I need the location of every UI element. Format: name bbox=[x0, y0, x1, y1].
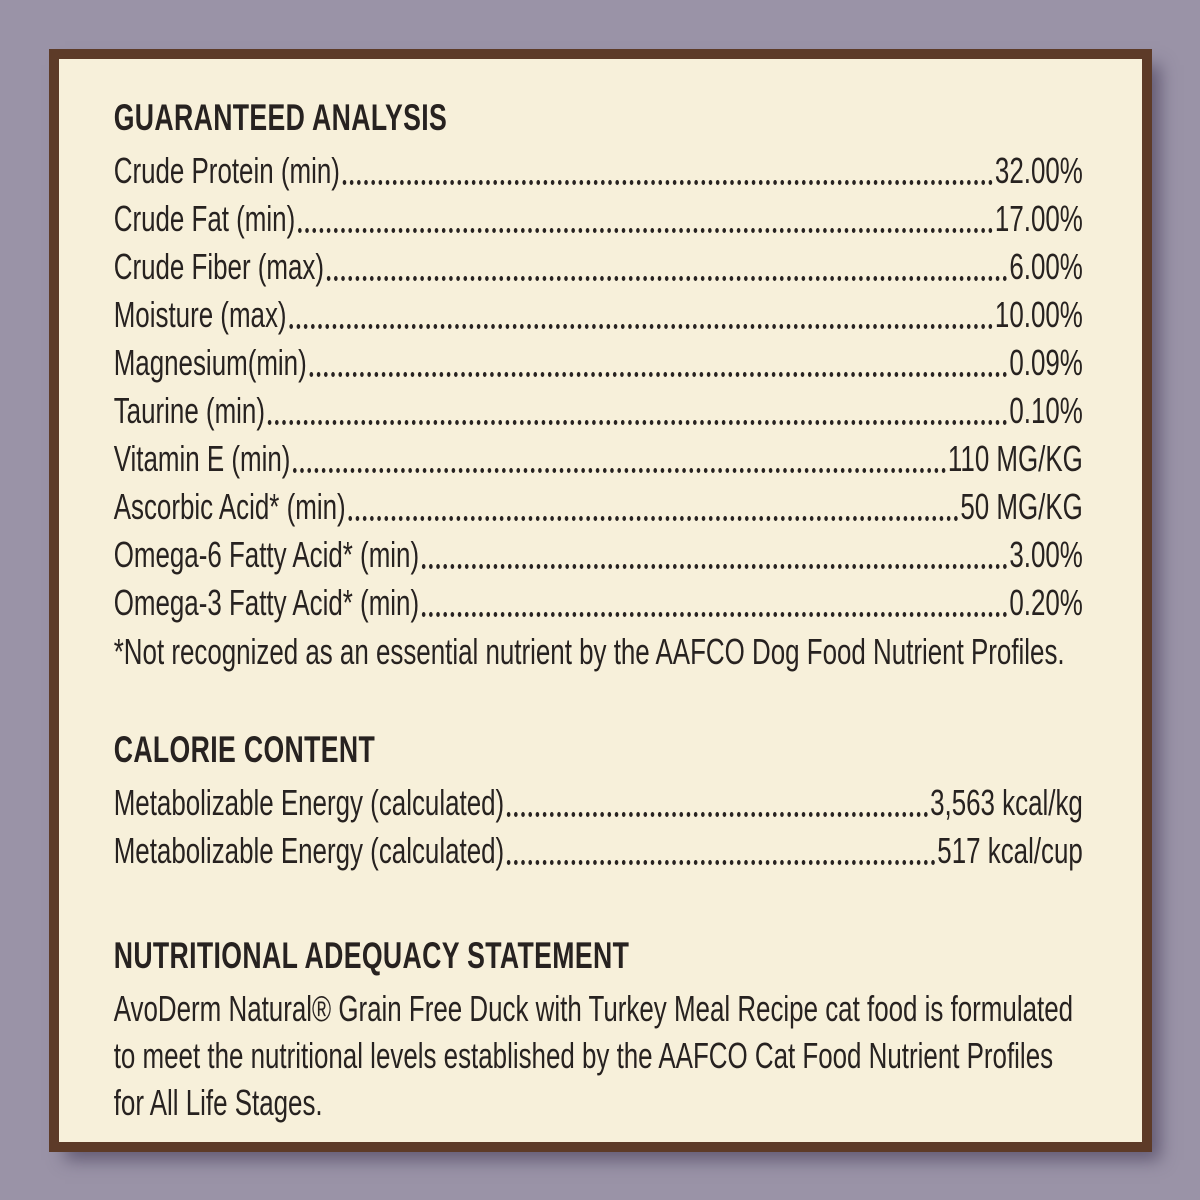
row-label: Omega-3 Fatty Acid* (min) bbox=[113, 582, 420, 623]
nutritional-adequacy-heading: NUTRITIONAL ADEQUACY STATEMENT bbox=[113, 935, 630, 976]
dot-leader bbox=[327, 276, 1007, 281]
row-value: 0.09% bbox=[1009, 342, 1083, 383]
dot-leader bbox=[343, 180, 993, 185]
nutrition-label-panel bbox=[49, 49, 1152, 1152]
row-label: Metabolizable Energy (calculated) bbox=[113, 830, 505, 871]
dot-leader bbox=[298, 228, 993, 233]
analysis-row bbox=[114, 291, 1083, 339]
analysis-row bbox=[114, 579, 1083, 627]
row-label: Crude Fat (min) bbox=[113, 198, 296, 239]
row-label: Metabolizable Energy (calculated) bbox=[113, 782, 505, 823]
dot-leader bbox=[349, 516, 959, 521]
analysis-row bbox=[114, 339, 1083, 387]
analysis-row bbox=[114, 435, 1083, 483]
dot-leader bbox=[507, 860, 935, 865]
row-label: Moisture (max) bbox=[113, 294, 287, 335]
row-value: 0.20% bbox=[1009, 582, 1083, 623]
label-content bbox=[59, 59, 1140, 1126]
row-label: Vitamin E (min) bbox=[113, 438, 291, 479]
dot-leader bbox=[268, 420, 1007, 425]
row-value: 3,563 kcal/kg bbox=[930, 782, 1083, 823]
row-value: 17.00% bbox=[994, 198, 1083, 239]
dot-leader bbox=[289, 324, 992, 329]
aafco-footnote: *Not recognized as an essential nutrient by the AAFCO Dog Food Nutrient Profiles. bbox=[113, 631, 1065, 672]
row-label: Crude Fiber (max) bbox=[113, 246, 325, 287]
dot-leader bbox=[310, 372, 1008, 377]
analysis-row bbox=[114, 531, 1083, 579]
dot-leader bbox=[293, 468, 945, 473]
row-value: 3.00% bbox=[1009, 534, 1083, 575]
row-label: Ascorbic Acid* (min) bbox=[113, 486, 346, 527]
analysis-row bbox=[114, 483, 1083, 531]
analysis-row bbox=[114, 147, 1083, 195]
calorie-content-section bbox=[114, 727, 1083, 875]
row-value: 0.10% bbox=[1009, 390, 1083, 431]
dot-leader bbox=[422, 612, 1007, 617]
analysis-row bbox=[114, 243, 1083, 291]
nutritional-adequacy-body: AvoDerm Natural® Grain Free Duck with Turkey Meal Recipe cat food is formulated to meet the nutritional levels established by the AAFCO Cat Food Nutrient Profiles for All Life Stages. bbox=[113, 988, 1074, 1123]
row-label: Omega-6 Fatty Acid* (min) bbox=[113, 534, 420, 575]
calorie-content-heading: CALORIE CONTENT bbox=[113, 729, 376, 770]
row-label: Crude Protein (min) bbox=[113, 150, 340, 191]
dot-leader bbox=[422, 564, 1007, 569]
guaranteed-analysis-heading: GUARANTEED ANALYSIS bbox=[113, 97, 448, 138]
row-value: 32.00% bbox=[994, 150, 1083, 191]
row-label: Magnesium(min) bbox=[113, 342, 307, 383]
nutritional-adequacy-section bbox=[114, 933, 1083, 1126]
analysis-row bbox=[114, 387, 1083, 435]
row-value: 110 MG/KG bbox=[947, 438, 1083, 479]
row-value: 6.00% bbox=[1009, 246, 1083, 287]
guaranteed-analysis-rows bbox=[114, 147, 1083, 627]
analysis-row bbox=[114, 195, 1083, 243]
row-value: 50 MG/KG bbox=[960, 486, 1083, 527]
row-label: Taurine (min) bbox=[113, 390, 265, 431]
analysis-row bbox=[114, 827, 1083, 875]
dot-leader bbox=[507, 812, 928, 817]
guaranteed-analysis-section bbox=[114, 95, 1083, 677]
calorie-content-rows bbox=[114, 779, 1083, 875]
row-value: 517 kcal/cup bbox=[937, 830, 1083, 871]
row-value: 10.00% bbox=[994, 294, 1083, 335]
analysis-row bbox=[114, 779, 1083, 827]
